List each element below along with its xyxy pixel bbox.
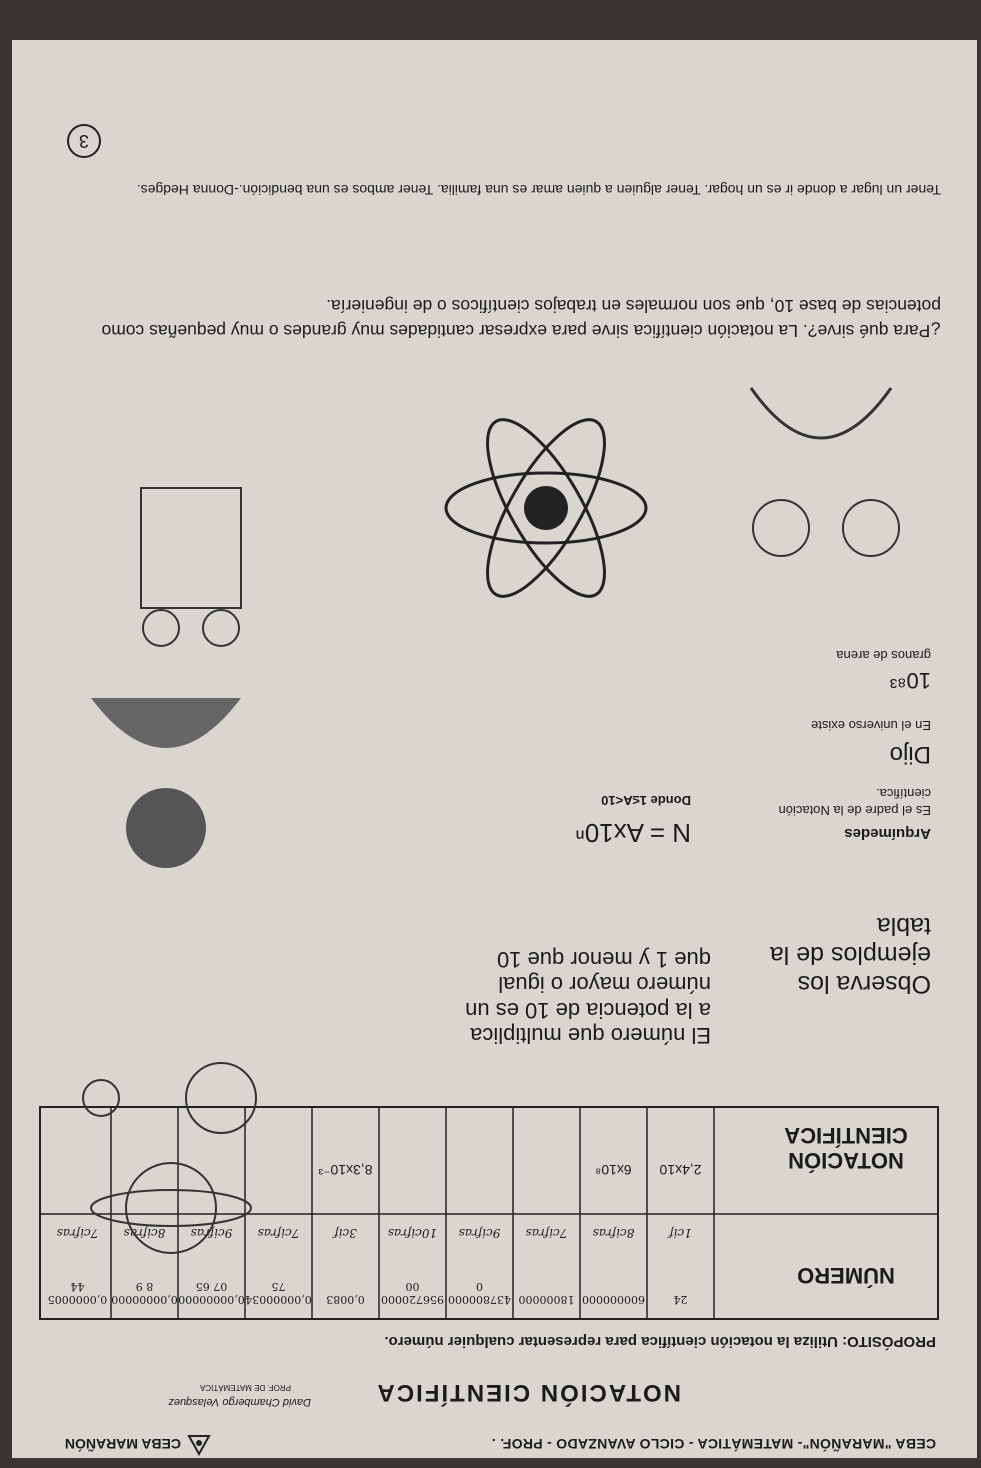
- formula: N = Ax10ⁿ: [575, 818, 691, 848]
- row-digit-count: 7cifras: [525, 1226, 568, 1240]
- row-digit-count: 9cifras: [190, 1226, 233, 1240]
- arch-desc: Es el padre de la Notación científica.: [778, 786, 931, 818]
- quote-number: 10⁸³: [889, 668, 931, 693]
- row-digit-count: 9cifras: [458, 1226, 501, 1240]
- footer-quote: Tener un lugar a donde ir es un hogar. Tener alguien a quien amar es una familia. Tener ambos es una bendición.-Donna Hedges.: [136, 182, 941, 198]
- donde-text: Donde 1≤A<10: [601, 793, 691, 808]
- col-header-notation: NOTACIÓN CIENTÍFICA: [784, 1122, 908, 1173]
- purpose-text: PROPÓSITO: Utiliza la notación científica para representar cualquier número.: [384, 1333, 936, 1350]
- row-digit-count: 7cifras: [257, 1226, 300, 1240]
- row-number: 95672000000: [381, 1279, 444, 1306]
- row-digit-count: 8cifras: [592, 1226, 635, 1240]
- row-digit-count: 10cifras: [387, 1226, 438, 1240]
- row-scientific: 6x10⁸: [595, 1162, 632, 1178]
- school-header: CEBA "MARAÑÓN"- MATEMÁTICA - CICLO AVANZADO - PROF. .: [491, 1436, 936, 1452]
- atom-icon: [431, 398, 661, 618]
- microscope-illustration: [711, 348, 931, 588]
- observa-text: Observa los ejemplos de la tabla: [769, 912, 931, 998]
- arch-name: Arquímedes: [844, 825, 931, 842]
- rule-text: El número que multiplica a la potencia de 10 es un número mayor o igual que 1 y menor que 10: [465, 947, 711, 1048]
- row-digit-count: 1cif: [669, 1226, 692, 1240]
- school-logo-text: CEBA MARAÑÓN: [64, 1436, 181, 1452]
- page-number: 3: [67, 124, 101, 158]
- row-digit-count: 3cif: [334, 1226, 357, 1240]
- usage-paragraph: ¿Para qué sirve?. La notación científica sirve para expresar cantidades muy grandes o muy pequeñas como potencias de base 10, que son normales en trabajos científicos o de ingeniería.: [101, 295, 941, 341]
- quote-text-2: granos de arena: [836, 648, 931, 663]
- school-logo-icon: [187, 1434, 211, 1456]
- row-number: 0,0083: [326, 1293, 365, 1306]
- children-illustration: [51, 448, 281, 668]
- row-number: 0,0000000007 65: [178, 1279, 245, 1306]
- row-number: 0,0000003475: [245, 1279, 312, 1306]
- author-name: David Chambergo Velasquez: [168, 1396, 311, 1408]
- row-number: 24: [673, 1293, 688, 1306]
- archimedes-illustration: [51, 688, 281, 918]
- row-number: 18000000: [518, 1293, 575, 1306]
- author-role: PROF. DE MATEMÁTICA: [200, 1383, 291, 1392]
- row-scientific: 8,3x10⁻³: [318, 1162, 373, 1178]
- quote-text-1: En el universo existe: [811, 718, 931, 733]
- page-title: NOTACIÓN CIENTÍFICA: [375, 1379, 681, 1406]
- row-number: 0,000000008 9: [111, 1279, 178, 1306]
- col-header-number: NÚMERO: [797, 1263, 895, 1288]
- row-digit-count: 7cifras: [56, 1226, 99, 1240]
- row-number: 4378000000: [448, 1279, 511, 1306]
- planets-illustration: [51, 1028, 281, 1288]
- row-digit-count: 8cifras: [123, 1226, 166, 1240]
- row-number: 0,0000005 44: [47, 1279, 108, 1306]
- row-scientific: 2,4x10: [659, 1162, 702, 1178]
- row-number: 600000000: [582, 1293, 645, 1306]
- dijo-text: Dijo: [889, 741, 931, 768]
